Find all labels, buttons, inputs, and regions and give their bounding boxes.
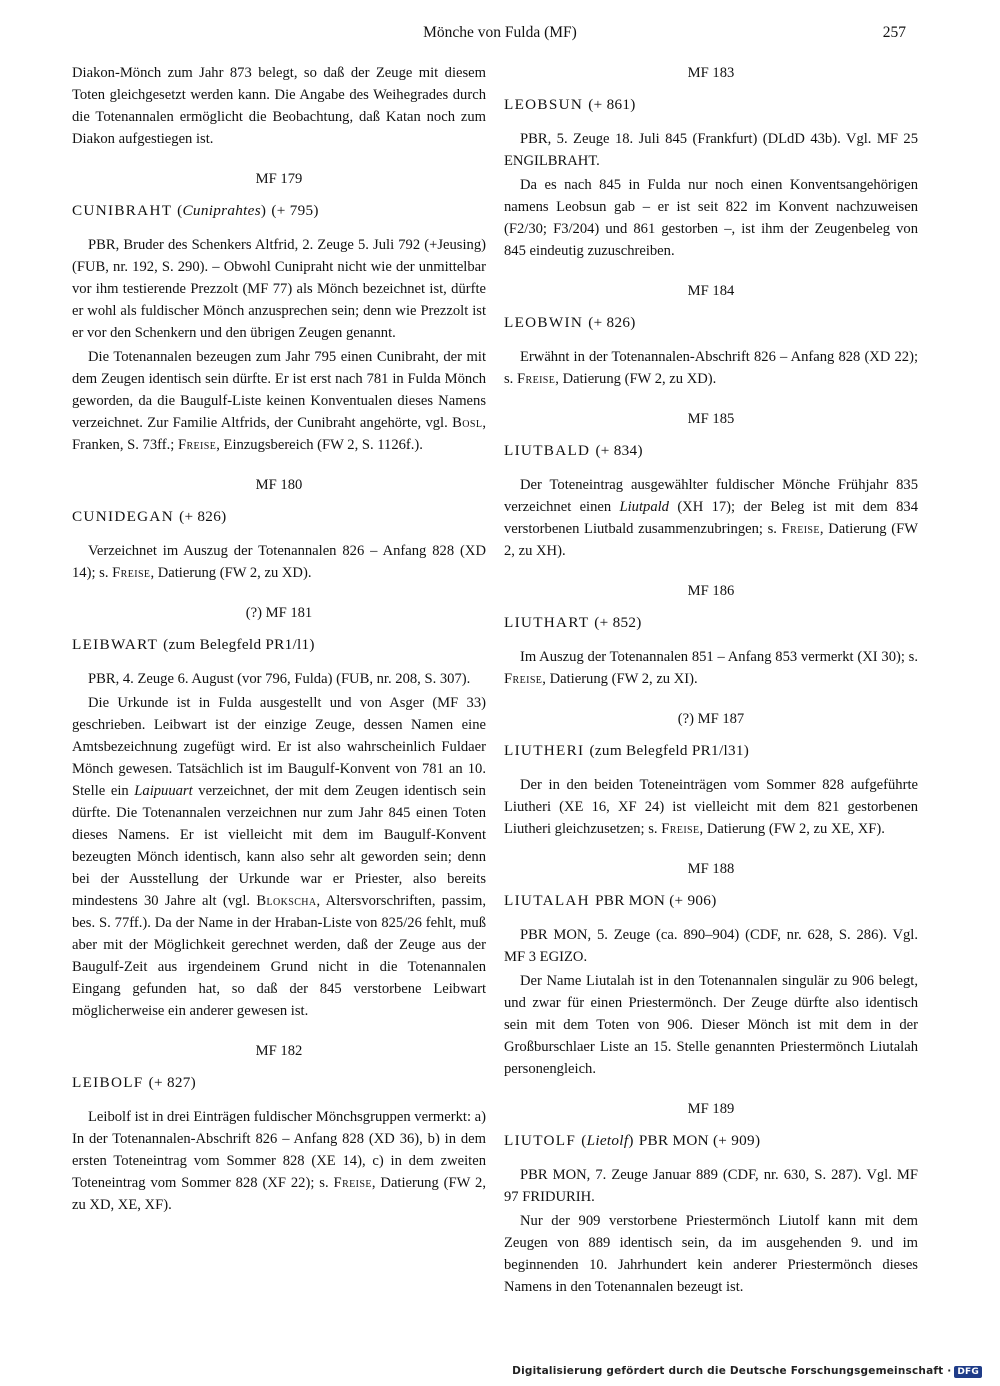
running-title: Mönche von Fulda (MF) (423, 24, 577, 41)
entry-number: (?) MF 187 (677, 711, 745, 727)
entry-paragraph: Da es nach 845 in Fulda nur noch einen Konventsangehörigen namens Leobsun gab – er ist seit 822 im Konvent nachzuweisen (F2/30; F3/204) und 861 gestorben –, ist ihm der Zeugenbeleg von 845 eindeutig zuzuschreiben. (504, 177, 918, 259)
entry-mf184 (504, 280, 918, 390)
entry-mf187 (504, 708, 918, 840)
entry-paragraph: Erwähnt in der Totenannalen-Abschrift 826 – Anfang 828 (XD 22); s. Freise, Datierung (FW 2, zu XD). (504, 349, 918, 387)
entry-heading: LEIBWART (zum Belegfeld PR1/l1) (72, 636, 315, 653)
page-number: 257 (882, 24, 906, 41)
entry-paragraph: Verzeichnet im Auszug der Totenannalen 826 – Anfang 828 (XD 14); s. Freise, Datierung (FW 2, zu XD). (72, 543, 486, 581)
digitization-credit: Digitalisierung gefördert durch die Deutsche Forschungsgemeinschaft · DFG (512, 1365, 982, 1378)
entry-mf179 (72, 168, 486, 456)
entry-mf180 (72, 474, 486, 584)
entry-number: MF 185 (687, 411, 735, 427)
entry-heading: LIUTBALD (+ 834) (504, 442, 643, 459)
entry-number: MF 189 (687, 1101, 735, 1117)
entry-heading: LIUTHART (+ 852) (504, 614, 642, 631)
entry-mf181 (72, 602, 486, 1022)
entry-paragraph: Nur der 909 verstorbene Priestermönch Liutolf kann mit dem Zeugen von 889 identisch sein, da im ausgehenden 9. und im beginnenden 10. Jahrhundert kein anderer Priestermönch dieses Namens in den Totenannalen bezeugt ist. (504, 1213, 918, 1295)
entry-date: (+ 795) (271, 202, 319, 219)
entry-paragraph: Leibolf ist in drei Einträgen fuldischer Mönchsgruppen vermerkt: a) In der Totenannalen-Abschrift 826 – Anfang 828 (XD 36), b) in dem ersten Toteneintrag vom Sommer 828 (XE 14), c) in dem zweiten Toteneintrag vom Sommer 828 (XF 22); s. Freise, Datierung (FW 2, zu XD, XE, XF). (72, 1109, 487, 1213)
entry-mf182 (72, 1040, 486, 1216)
left-column (72, 62, 486, 1216)
entry-paragraph: Der Toteneintrag ausgewählter fuldischer Mönche Frühjahr 835 verzeichnet einen Liutpald (XH 17); der Beleg ist mit dem 834 verstorbenen Liutbald zusammenzubringen; s. Freise, Datierung (FW 2, zu XH). (504, 477, 918, 559)
entry-paragraph: Im Auszug der Totenannalen 851 – Anfang 853 vermerkt (XI 30); s. Freise, Datierung (FW 2, zu XI). (504, 649, 918, 687)
entry-paragraph: Die Urkunde ist in Fulda ausgestellt und von Asger (MF 33) geschrieben. Leibwart ist der einzige Zeuge, dessen Namen eine Amtsbezeichnung zugefügt wird. Er ist also wahrscheinlich Fuldaer Mönch gewesen. Tatsächlich ist im Baugulf-Konvent von 781 an 10. Stelle ein Laipuuart verzeichnet, der mit dem Zeugen identisch sein dürfte. Die Totenannalen verzeichnen nur zum Jahr 845 einen Toten dieses Namens. Er ist vielleicht mit dem im Baugulf-Konvent bezeugten Mönch identisch, kann also sehr alt geworden sein; denn bei der Ausstellung der Urkunde war er Priester, also bereits mindestens 30 Jahre alt (vgl. Blokscha, Altersvorschriften, passim, bes. S. 77ff.). Da der Name in der Hraban-Liste von 825/26 fehlt, muß aber mit der Möglichkeit gerechnet werden, daß der Zeuge aus der Baugulf-Zeit aus irgendeinem Grund nicht in die Totenannalen Eingang gefunden hat, so daß der 845 verstorbene Leibwart möglicherweise ein anderer gewesen ist. (72, 695, 486, 1019)
entry-paragraph: Der in den beiden Toteneinträgen vom Sommer 828 aufgeführte Liutheri (XE 16, XF 24) ist vielleicht mit dem 821 gestorbenen Liutheri gleichzusetzen; s. Freise, Datierung (FW 2, zu XE, XF). (504, 777, 918, 837)
entry-heading: LIUTHERI (zum Belegfeld PR1/l31) (504, 742, 750, 759)
entry-mf186 (504, 580, 918, 690)
intro-paragraph: Diakon-Mönch zum Jahr 873 belegt, so daß der Zeuge mit diesem Toten gleichgesetzt werden kann. Die Angabe des Weihegrades durch die Totenannalen ermöglicht die Beobachtung, daß Katan noch zum Diakon aufgestiegen ist. (72, 65, 486, 147)
entry-paragraph: PBR, Bruder des Schenkers Altfrid, 2. Zeuge 5. Juli 792 (+Jeusing) (FUB, nr. 192, S. 290). – Obwohl Cunipraht nicht wie der unmittelbar vor ihm testierende Prezzolt (MF 77) als Mönch bezeichnet ist, dürfte er wohl als fuldischer Mönch anzusprechen sein; denn wie Prezzolt ist er vor den Schenkern und den übrigen Zeugen genannt. (72, 237, 486, 341)
entry-paragraph: Die Totenannalen bezeugen zum Jahr 795 einen Cunibraht, der mit dem Zeugen identisch sein dürfte. Er ist erst nach 781 in Fulda Mönch geworden, da die Baugulf-Liste keinen Konventualen dieses Namens verzeichnet. Zur Familie Altfrids, der Cunibraht angehörte, vgl. Bosl, Franken, S. 73ff.; Freise, Einzugsbereich (FW 2, S. 1126f.). (72, 349, 486, 453)
page-header (0, 20, 1000, 48)
entry-paragraph: PBR MON, 5. Zeuge (ca. 890–904) (CDF, nr. 628, S. 286). Vgl. MF 3 EGIZO. (504, 927, 918, 965)
entry-heading: LEOBWIN (+ 826) (504, 314, 636, 331)
entry-heading: CUNIDEGAN (+ 826) (72, 508, 227, 525)
entry-number: (?) MF 181 (245, 605, 313, 621)
right-column (504, 62, 918, 1298)
entry-heading: LEIBOLF (+ 827) (72, 1074, 197, 1091)
entry-mf188 (504, 858, 918, 1080)
entry-heading: LIUTOLF (Lietolf) PBR MON (+ 909) (504, 1132, 761, 1149)
entry-number: MF 182 (255, 1043, 303, 1059)
entry-number: MF 183 (687, 65, 735, 81)
entry-number: MF 180 (255, 477, 303, 493)
dfg-logo: DFG (954, 1366, 982, 1378)
entry-mf189 (504, 1098, 918, 1298)
entry-mf185 (504, 408, 918, 562)
entry-number: MF 184 (687, 283, 735, 299)
entry-heading: LIUTALAH PBR MON (+ 906) (504, 892, 717, 909)
entry-mf183 (504, 62, 918, 262)
entry-name: CUNIBRAHT (72, 202, 173, 219)
entry-paragraph: PBR MON, 7. Zeuge Januar 889 (CDF, nr. 630, S. 287). Vgl. MF 97 FRIDURIH. (504, 1167, 918, 1205)
entry-number: MF 186 (687, 583, 735, 599)
entry-paragraph: PBR, 4. Zeuge 6. August (vor 796, Fulda) (FUB, nr. 208, S. 307). (88, 671, 471, 687)
entry-number: MF 188 (687, 861, 735, 877)
entry-variant: (Cuniprahtes) (177, 202, 267, 219)
entry-number: MF 179 (255, 171, 303, 187)
entry-heading (72, 200, 486, 222)
entry-paragraph: PBR, 5. Zeuge 18. Juli 845 (Frankfurt) (DLdD 43b). Vgl. MF 25 ENGILBRAHT. (504, 131, 918, 169)
entry-heading: LEOBSUN (+ 861) (504, 96, 636, 113)
entry-paragraph: Der Name Liutalah ist in den Totenannalen singulär zu 906 belegt, und zwar für einen Priestermönch. Der Zeuge dürfte also identisch sein mit dem Toten von 906. Dieser Mönch ist mit dem in der Großburschlaer Liste an 15. Stelle genannten Priestermönch Liutalah personengleich. (504, 973, 918, 1077)
